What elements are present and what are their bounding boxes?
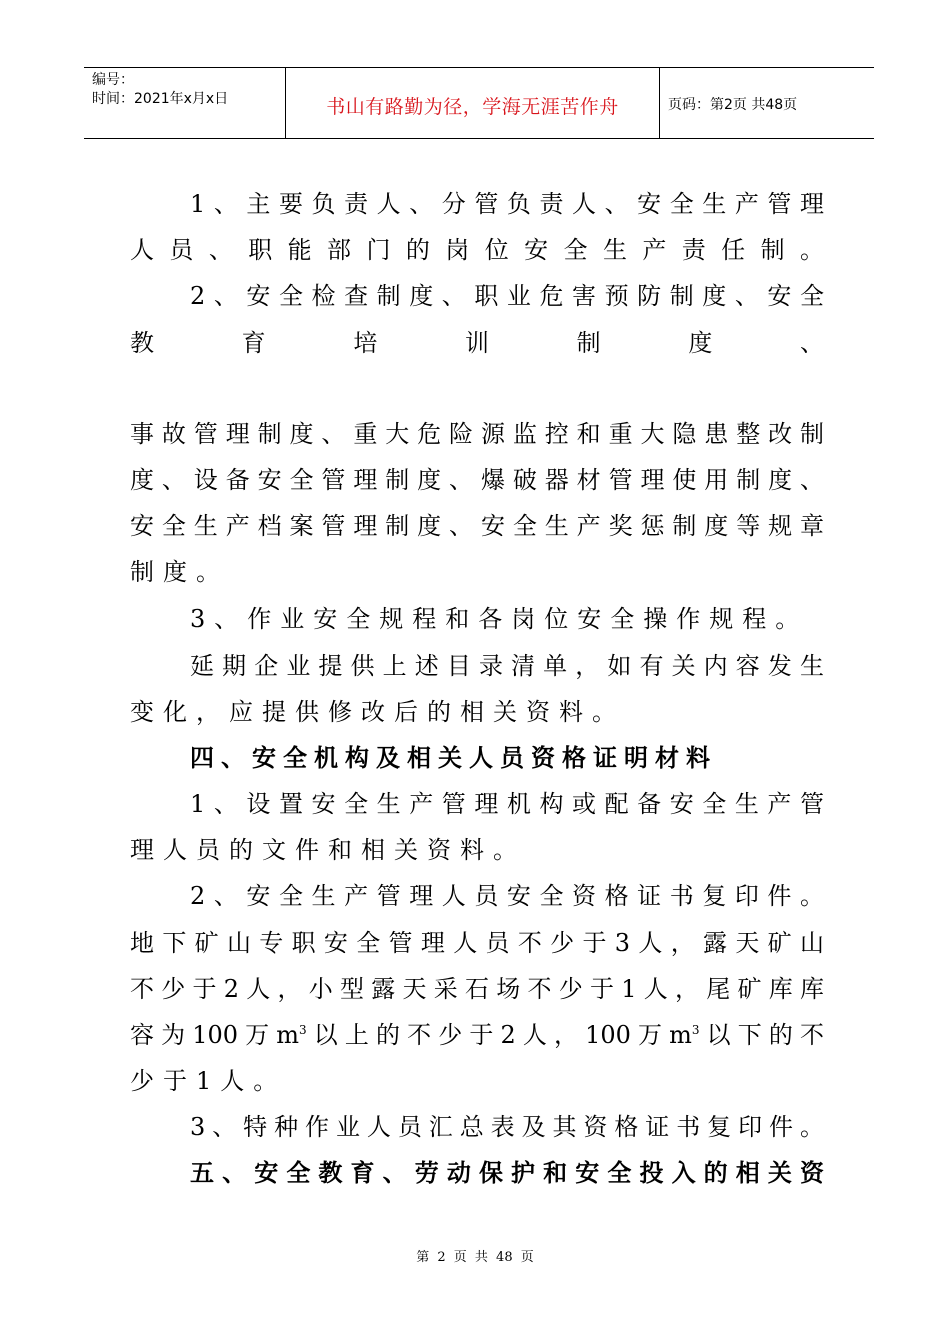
body-text: 容为100万m xyxy=(130,1021,300,1049)
body-line: 理人员的文件和相关资料。 xyxy=(130,836,526,864)
body-text: 以下的不 xyxy=(699,1021,824,1049)
header-motto-cell xyxy=(286,68,660,138)
body-line: 安全生产档案管理制度、安全生产奖惩制度等规章 xyxy=(130,512,824,540)
superscript: 3 xyxy=(299,1023,307,1037)
body-line: 延期企业提供上述目录清单，如有关内容发生 xyxy=(190,652,824,680)
page-header xyxy=(84,67,874,139)
body-line: 不少于2人，小型露天采石场不少于1人，尾矿库库 xyxy=(130,975,824,1003)
document-time-label: 时间：2021年x月x日 xyxy=(92,91,229,107)
body-line: 人员、职能部门的岗位安全生产责任制。 xyxy=(130,236,824,264)
body-line: 事故管理制度、重大危险源监控和重大隐患整改制 xyxy=(130,420,824,448)
document-number-label: 编号： xyxy=(92,72,134,88)
header-motto: 书山有路勤为径，学海无涯苦作舟 xyxy=(326,96,619,118)
header-page-info: 页码：第2页 共48页 xyxy=(668,97,798,113)
body-line: 制度。 xyxy=(130,558,229,586)
body-line: 地下矿山专职安全管理人员不少于3人，露天矿山 xyxy=(130,929,824,957)
header-meta-cell xyxy=(84,68,286,138)
body-line: 教育培训制度、 xyxy=(130,329,824,357)
body-line: 3、作业安全规程和各岗位安全操作规程。 xyxy=(190,605,809,633)
section-heading: 四、安全机构及相关人员资格证明材料 xyxy=(190,743,717,772)
body-line: 1、设置安全生产管理机构或配备安全生产管 xyxy=(190,790,824,818)
header-page-cell xyxy=(660,68,874,138)
body-line: 3、特种作业人员汇总表及其资格证书复印件。 xyxy=(190,1113,824,1141)
body-line: 变化，应提供修改后的相关资料。 xyxy=(130,698,625,726)
section-heading: 五、安全教育、劳动保护和安全投入的相关资 xyxy=(190,1158,824,1187)
body-line: 2、安全生产管理人员安全资格证书复印件。 xyxy=(190,882,824,910)
body-line: 度、设备安全管理制度、爆破器材管理使用制度、 xyxy=(130,466,824,494)
page-footer: 第 2 页 共 48 页 xyxy=(416,1250,534,1265)
body-line: 2、安全检查制度、职业危害预防制度、安全 xyxy=(190,282,824,310)
superscript: 3 xyxy=(691,1023,700,1037)
body-line xyxy=(130,1019,824,1051)
body-line: 1、主要负责人、分管负责人、安全生产管理 xyxy=(190,190,824,218)
body-line: 少于1人。 xyxy=(130,1067,287,1095)
body-text: 以上的不少于2人，100万m xyxy=(306,1021,692,1049)
